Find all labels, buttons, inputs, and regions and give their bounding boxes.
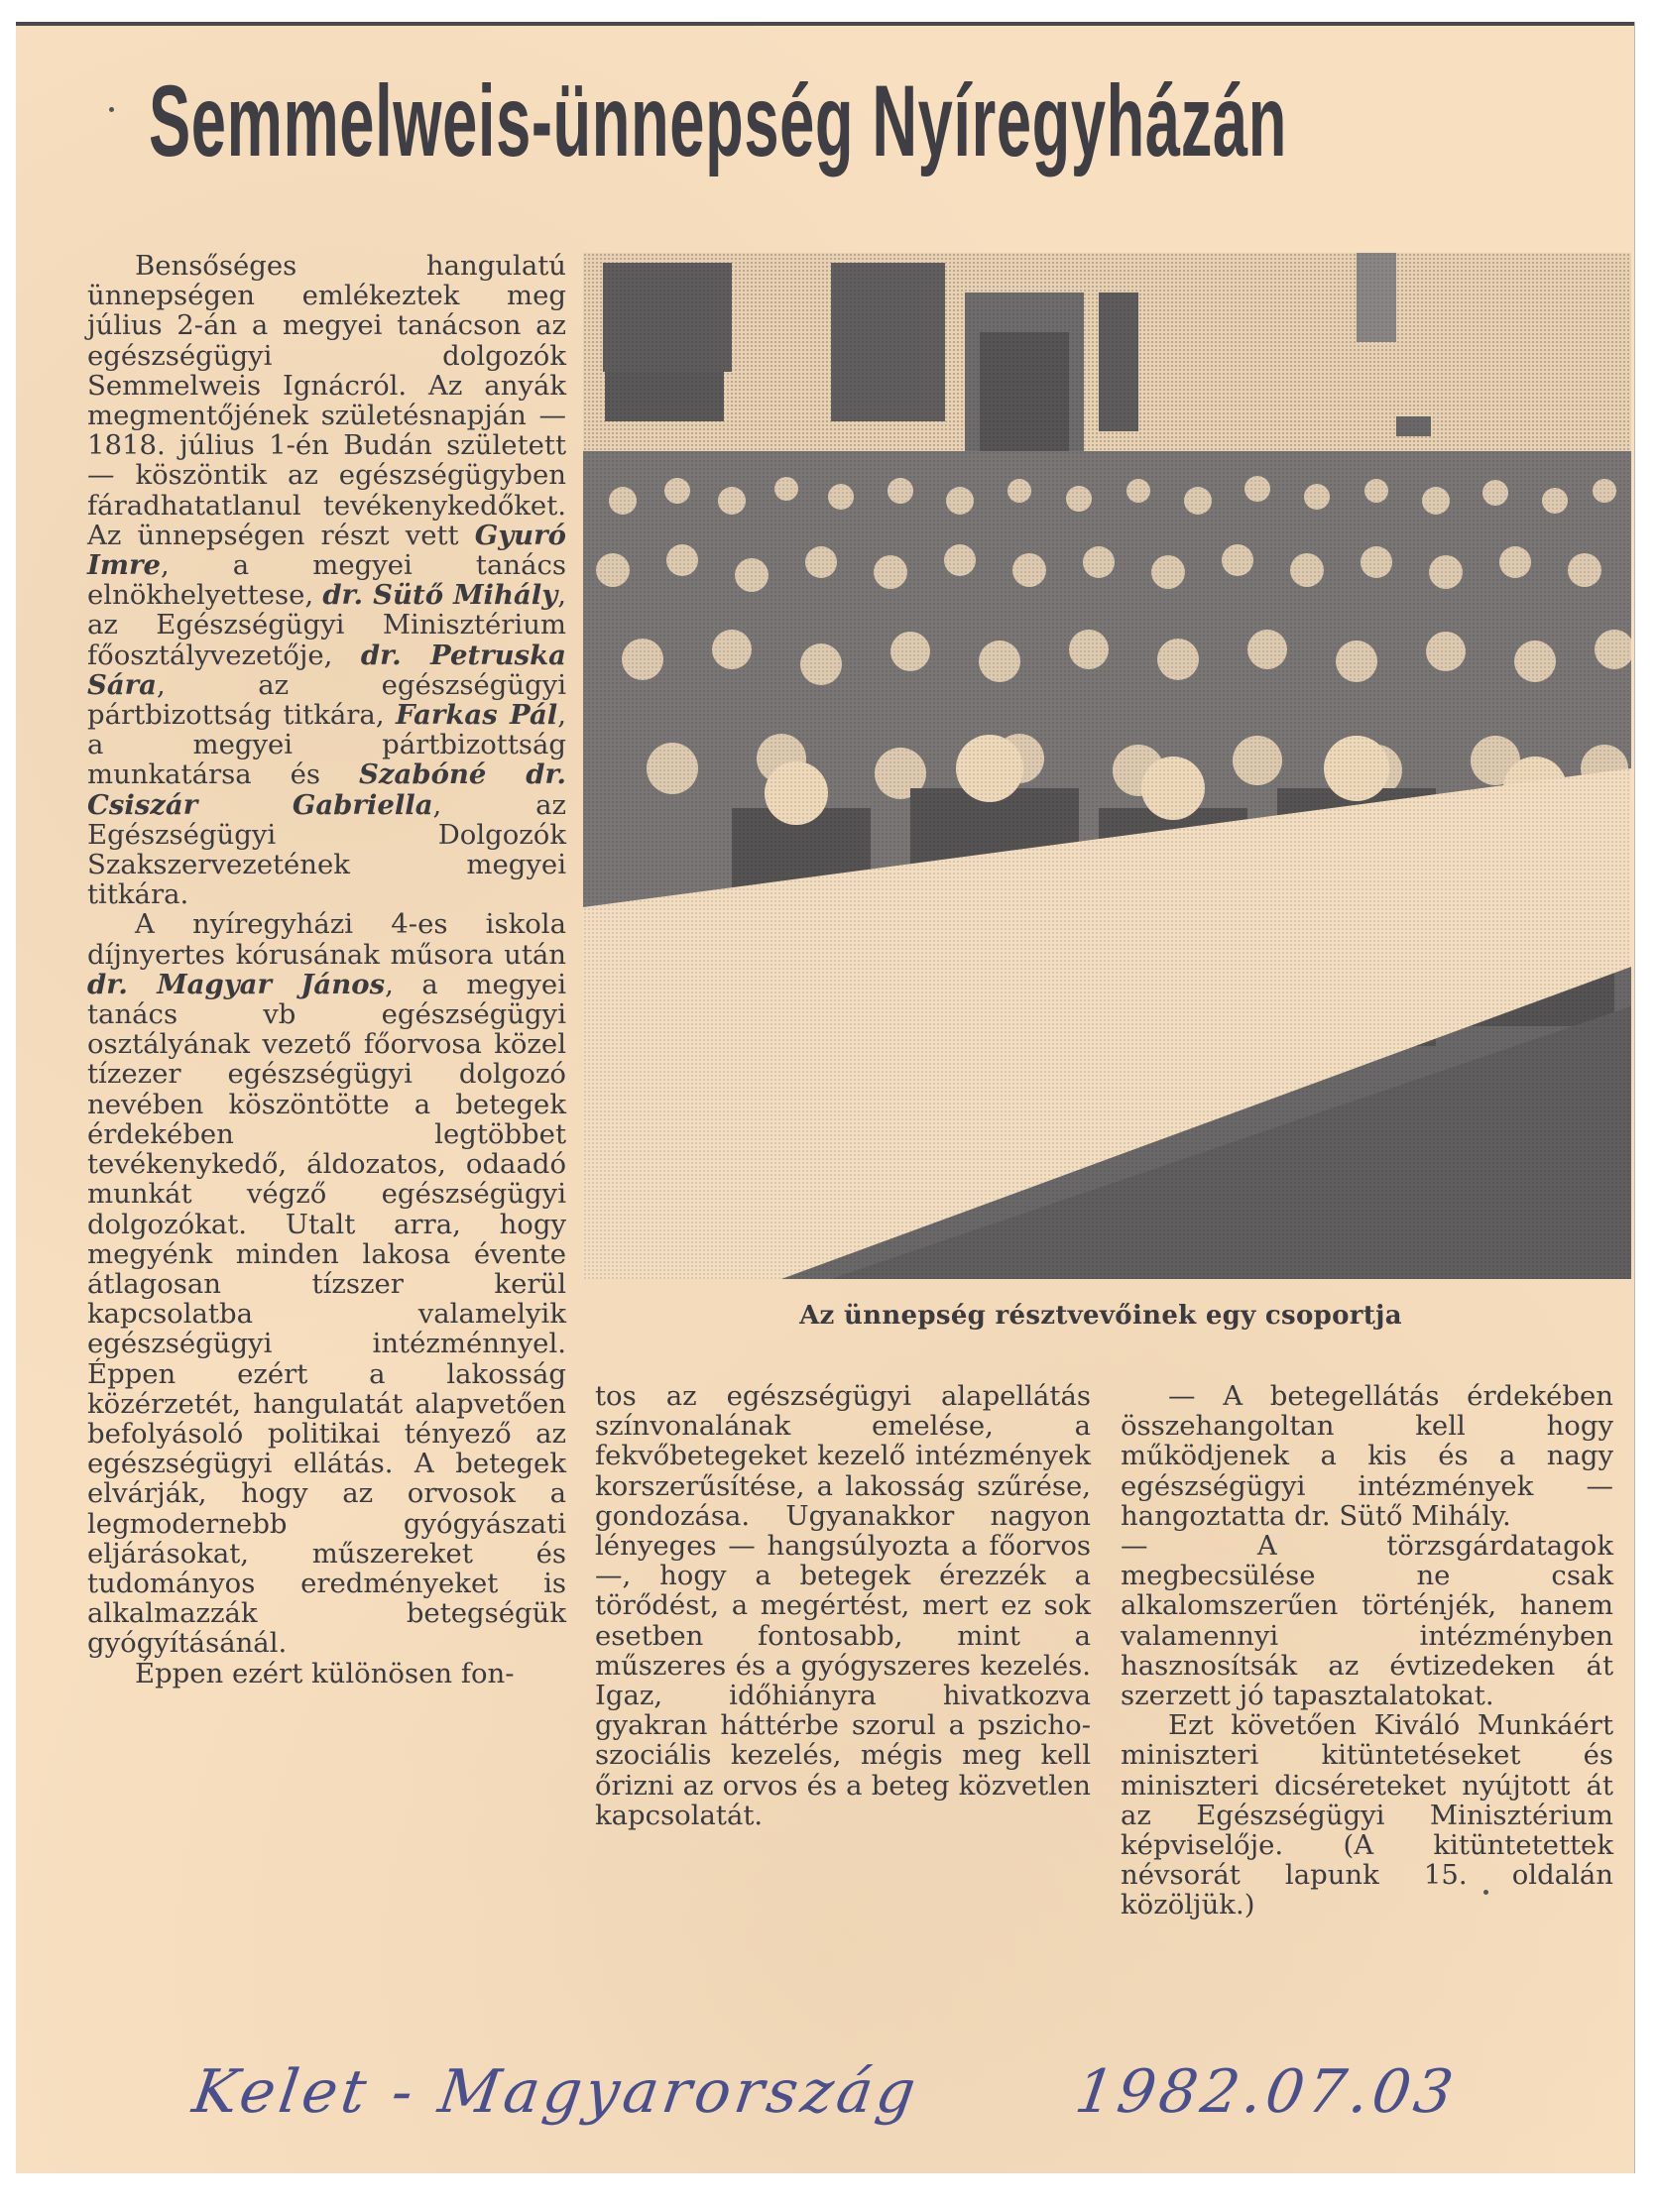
article-text: , a megyei tanács elnökhelyettese, (87, 549, 566, 612)
headline: Semmelweis-ünnepség Nyíregyházán (149, 64, 1288, 177)
article-column-middle (595, 1381, 1091, 1830)
photo-illustration (583, 253, 1631, 1279)
article-paragraph (87, 909, 566, 1658)
article-text: , az egészségügyi pártbizottság titkára, (87, 668, 566, 732)
article-paragraph (1121, 1381, 1613, 1531)
person-name: Gyuró Imre (87, 519, 566, 582)
speck (109, 107, 114, 112)
article-paragraph (1121, 1531, 1613, 1710)
article-column-left (87, 251, 566, 1688)
person-name: dr. Sütő Mihály (322, 579, 558, 612)
article-paragraph (87, 251, 566, 909)
article-text: A nyíregyházi 4-es iskola díjnyertes kórusának műsora után (87, 908, 566, 971)
article-text: — A betegellátás érdekében összehangoltan kell hogy működjenek a kis és a nagy egészségügyi intézmények — hangoztatta dr. Sütő Mihály. (1121, 1380, 1613, 1532)
article-text: tos az egészségügyi alapellátás színvonalának emelése, a fekvőbetegeket kezelő intézmények korszerűsítése, a lakosság szűrése, gondozása. Ugyanakkor nagyon lényeges — hangsúlyozta a főorvos —, hogy a betegek érezzék a törődést, a megértést, mert ez sok esetben fontosabb, mint a műszeres és a gyógyszeres kezelés. Igaz, időhiányra hivatkozva gyakran háttérbe szorul a pszicho-szociális kezelés, mégis meg kell őrizni az orvos és a beteg közvetlen kapcsolatát. (595, 1380, 1091, 1831)
photo-caption: Az ünnepség résztvevőinek egy csoportja (799, 1301, 1402, 1331)
article-paragraph (1121, 1710, 1613, 1920)
article-text: Éppen ezért különösen fon- (135, 1657, 515, 1689)
person-name: dr. Petruska Sára (87, 639, 566, 701)
article-text: , a megyei tanács vb egészségügyi osztályának vezető főorvosa közel tízezer egészségügyi dolgozó nevében köszöntötte a betegek érdekében legtöbbet tevékenykedő, áldozatos, odaadó munkát végző egészségügyi dolgozókat. Utalt arra, hogy megyénk minden lakosa évente átlagosan tízszer kerül kapcsolatba valamelyik egészségügyi intézménnyel. Éppen ezért a lakosság közérzetét, hangulatát alapvetően befolyásoló politikai tényező az egészségügyi ellátás. A betegek elvárják, hogy az orvosok a legmodernebb gyógyászati eljárásokat, műszereket és tudományos eredményeket is alkalmazzák betegségük gyógyításánál. (87, 968, 566, 1660)
article-text: Ezt követően Kiváló Munkáért miniszteri kitüntetéseket és miniszteri dicséreteket nyújtott át az Egészségügyi Minisztérium képviselője. (A kitüntetettek névsorát lapunk 15. oldalán közöljük.) (1121, 1709, 1613, 1921)
handwritten-note (188, 2057, 1482, 2166)
article-paragraph (595, 1381, 1091, 1830)
article-text: — A törzsgárdatagok megbecsülése ne csak alkalomszerűen történjék, hanem valamennyi intézményben hasznosítsák az évtizedeken át szerzett jó tapasztalatokat. (1121, 1530, 1613, 1712)
person-name: dr. Magyar János (87, 968, 386, 1000)
person-name: Szabóné dr. Csiszár Gabriella (87, 758, 566, 821)
handwritten-date: 1982.07.03 (1071, 2057, 1462, 2127)
article-text: Bensőséges hangulatú ünnepségen emlékeztek meg július 2-án a megyei tanácson az egészségügyi dolgozók Semmelweis Ignácról. Az anyák megmentőjének születésnapján — 1818. július 1-én Budán született — köszöntik az egészségügyben fáradhatatlanul tevékenykedőket. Az ünnepségen részt vett (87, 250, 566, 551)
article-column-right (1121, 1381, 1613, 1921)
article-text: , az Egészségügyi Dolgozók Szakszervezetének megyei titkára. (87, 788, 566, 911)
article-paragraph (87, 1659, 566, 1688)
person-name: Farkas Pál (396, 699, 558, 732)
article-text: , az Egészségügyi Minisztérium főosztályvezetője, (87, 579, 566, 671)
handwritten-source: Kelet - Magyarország (188, 2057, 924, 2127)
audience-photo (583, 253, 1631, 1279)
article-text: , a megyei pártbizottság munkatársa és (87, 699, 566, 791)
